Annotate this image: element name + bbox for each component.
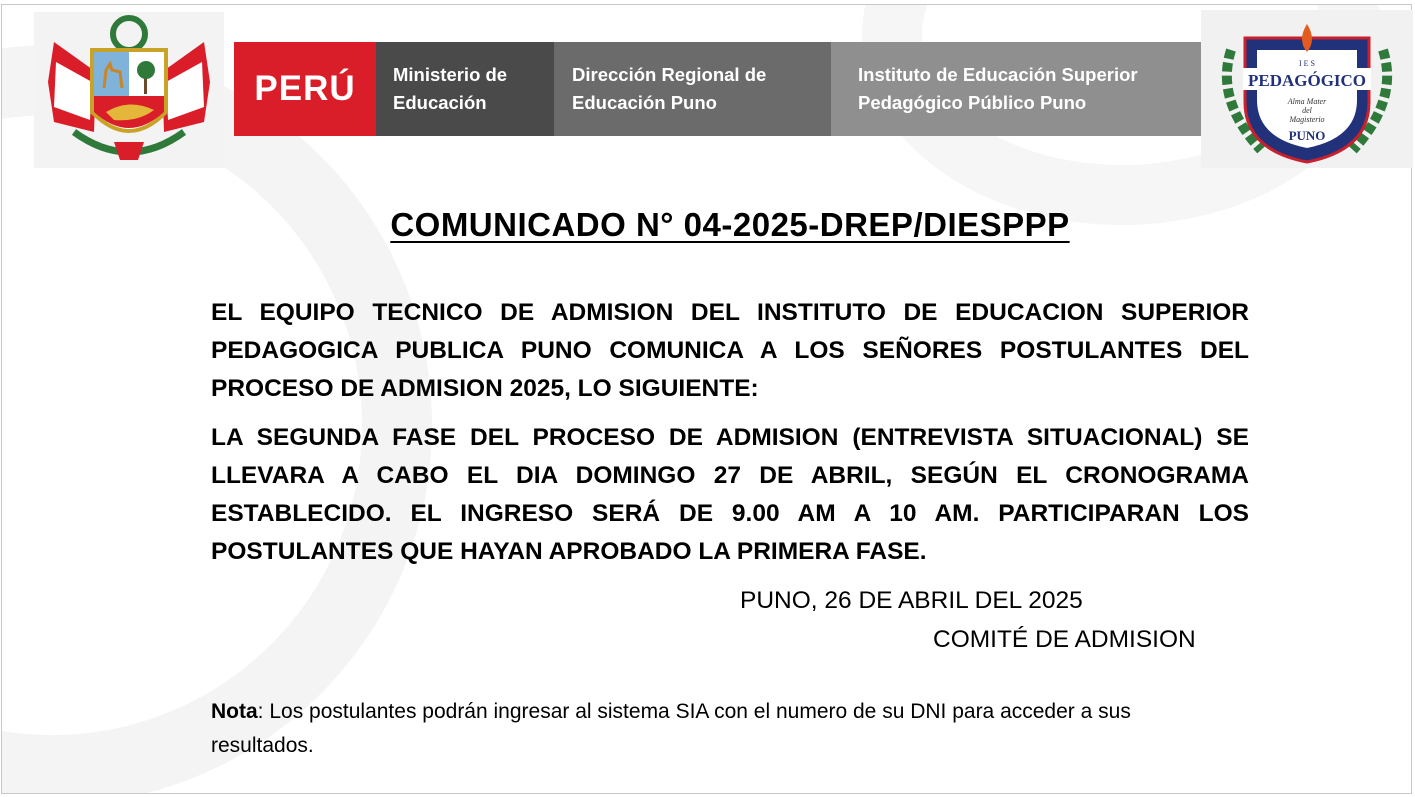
banner-institute-line1: Instituto de Educación Superior <box>858 64 1138 85</box>
note-label: Nota <box>211 700 258 723</box>
seal-top-text: I E S <box>1299 59 1315 68</box>
institute-seal-icon <box>1201 10 1413 168</box>
document-date: PUNO, 26 DE ABRIL DEL 2025 <box>740 587 1083 614</box>
seal-name: PEDAGÓGICO <box>1247 71 1367 90</box>
banner-regional <box>554 42 831 136</box>
banner-ministry-line1: Ministerio de <box>393 64 508 85</box>
note-text: : Los postulantes podrán ingresar al sistema SIA con el numero de su DNI para acceder a sus resultados. <box>211 700 1131 757</box>
banner-regional-line1: Dirección Regional de <box>572 64 767 85</box>
seal-motto-1: Alma Mater <box>1287 97 1327 106</box>
banner-regional-line2: Educación Puno <box>572 92 717 113</box>
document-title-text: COMUNICADO N° 04-2025-DREP/DIESPPP <box>390 206 1070 243</box>
banner-ministry-line2: Educación <box>393 92 487 113</box>
banner-institute <box>831 42 1201 136</box>
document-title <box>0 206 1415 244</box>
banner-ministry <box>376 42 554 136</box>
document-note <box>211 695 1211 763</box>
seal-motto-2: del <box>1302 106 1312 115</box>
banner-institute-line2: Pedagógico Público Puno <box>858 92 1087 113</box>
peru-coat-of-arms-icon <box>34 12 224 168</box>
paragraph-intro: EL EQUIPO TECNICO DE ADMISION DEL INSTITUTO DE EDUCACION SUPERIOR PEDAGOGICA PUBLICA PUNO COMUNICA A LOS SEÑORES POSTULANTES DEL PROCESO DE ADMISION 2025, LO SIGUIENTE: <box>211 299 1249 402</box>
government-banner <box>234 42 1201 136</box>
seal-city: PUNO <box>1288 128 1326 143</box>
banner-peru-label: PERÚ <box>234 42 376 136</box>
document-signature: COMITÉ DE ADMISION <box>933 626 1196 653</box>
paragraph-announcement: LA SEGUNDA FASE DEL PROCESO DE ADMISION (ENTREVISTA SITUACIONAL) SE LLEVARA A CABO EL DIA DOMINGO 27 DE ABRIL, SEGÚN EL CRONOGRAMA ESTABLECIDO. EL INGRESO SERÁ DE 9.00 AM A 10 AM. PARTICIPARAN LOS POSTULANTES QUE HAYAN APROBADO LA PRIMERA FASE. <box>211 424 1249 565</box>
seal-motto-3: Magisterio <box>1289 115 1325 124</box>
